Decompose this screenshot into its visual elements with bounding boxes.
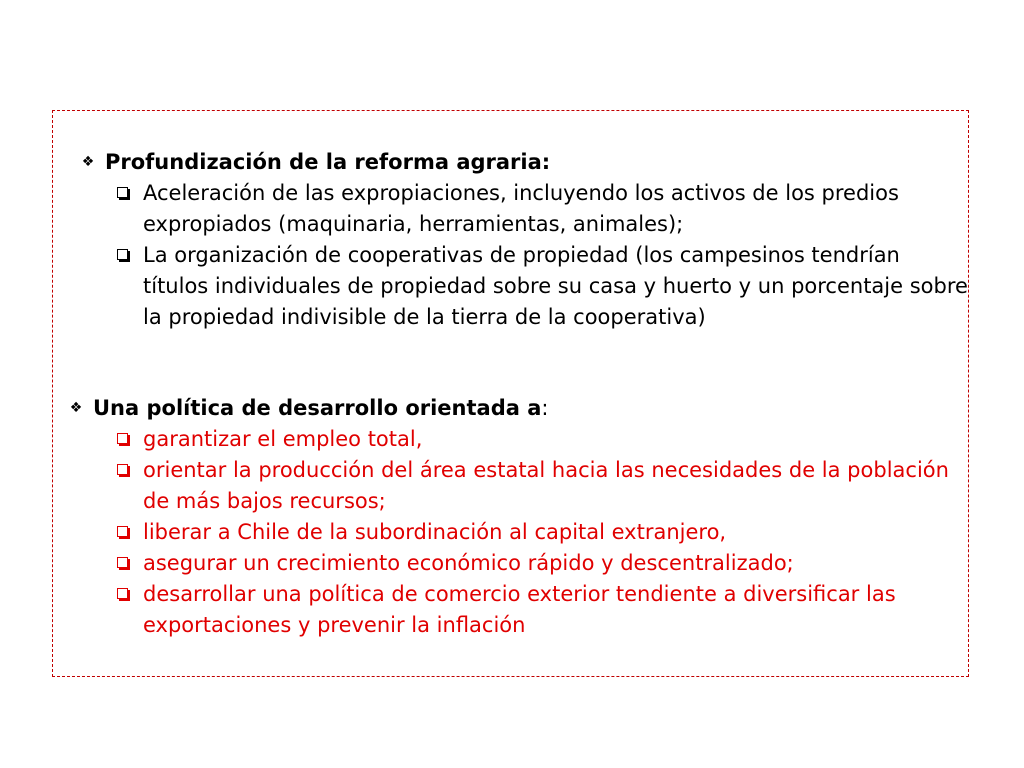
list-item	[53, 455, 968, 517]
section-heading	[53, 147, 968, 178]
list-item-text: Aceleración de las expropiaciones, incluyendo los activos de los predios expropiados (maquinaria, herramientas, animales);	[143, 181, 899, 236]
section-reforma-agraria	[53, 147, 968, 333]
checkbox-bullet-icon	[117, 433, 128, 444]
checkbox-bullet-icon	[117, 526, 128, 537]
content-frame	[52, 110, 969, 677]
list-item	[53, 240, 968, 333]
bullet-list	[53, 178, 968, 333]
checkbox-bullet-icon	[117, 588, 128, 599]
list-item-text: garantizar el empleo total,	[143, 427, 423, 451]
list-item	[53, 548, 968, 579]
section-heading	[53, 393, 968, 424]
diamond-bullet-icon: ❖	[69, 400, 83, 416]
checkbox-bullet-icon	[117, 249, 128, 260]
list-item	[53, 517, 968, 548]
checkbox-bullet-icon	[117, 187, 128, 198]
list-item-text: orientar la producción del área estatal hacia las necesidades de la población de más bajos recursos;	[143, 458, 949, 513]
section-heading-text: Profundización de la reforma agraria:	[105, 150, 551, 174]
section-heading-suffix: :	[541, 396, 549, 420]
list-item	[53, 424, 968, 455]
checkbox-bullet-icon	[117, 464, 128, 475]
section-heading-text: Una política de desarrollo orientada a	[93, 396, 542, 420]
list-item-text: desarrollar una política de comercio exterior tendiente a diversificar las exportaciones y prevenir la inflación	[143, 582, 896, 637]
diamond-bullet-icon: ❖	[81, 154, 95, 170]
checkbox-bullet-icon	[117, 557, 128, 568]
list-item	[53, 178, 968, 240]
list-item-text: liberar a Chile de la subordinación al capital extranjero,	[143, 520, 727, 544]
list-item-text: asegurar un crecimiento económico rápido y descentralizado;	[143, 551, 794, 575]
list-item	[53, 579, 968, 641]
list-item-text: La organización de cooperativas de propiedad (los campesinos tendrían títulos individuales de propiedad sobre su casa y huerto y un porcentaje sobre la propiedad indivisible de la tierra de la cooperativa)	[143, 243, 968, 329]
section-politica-desarrollo	[53, 393, 968, 641]
bullet-list	[53, 424, 968, 641]
